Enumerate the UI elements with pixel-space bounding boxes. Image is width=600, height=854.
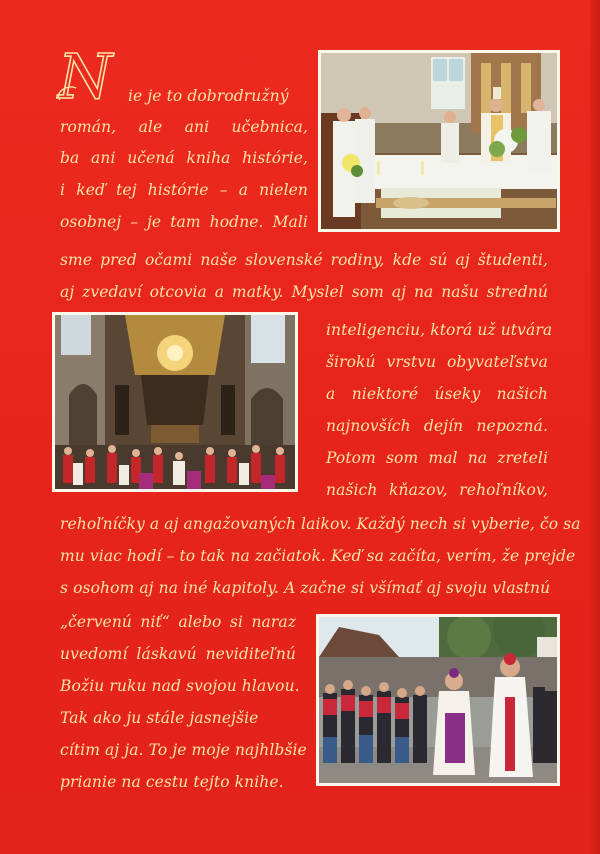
photo-altar-mass bbox=[318, 50, 560, 232]
text-line-4: i keď tej histórie – a nielen bbox=[60, 181, 308, 199]
text-line-2: román, ale ani učebnica, bbox=[60, 118, 308, 136]
text-line-5: osobnej – je tam hodne. Mali bbox=[60, 213, 308, 231]
text-line-16: s osohom aj na iné kapitoly. A začne si všímať aj svoju vlastnú bbox=[60, 579, 551, 597]
photo-outdoor-procession bbox=[316, 614, 560, 786]
text-line-11: najnovších dejín nepozná. bbox=[326, 417, 548, 435]
text-line-8: inteligenciu, ktorá už utvára bbox=[326, 321, 553, 339]
text-line-18: uvedomí láskavú neviditeľnú bbox=[60, 645, 296, 663]
photo-basilica-interior bbox=[52, 312, 298, 492]
text-line-22: prianie na cestu tejto knihe. bbox=[60, 773, 284, 791]
text-line-13: našich kňazov, rehoľníkov, bbox=[326, 481, 548, 499]
text-line-3: ba ani učená kniha histórie, bbox=[60, 149, 308, 167]
text-line-20: Tak ako ju stále jasnejšie bbox=[60, 709, 259, 727]
text-line-12: Potom som mal na zreteli bbox=[326, 449, 548, 467]
text-line-15: mu viac hodí – to tak na začiatok. Keď sa začíta, verím, že prejde bbox=[60, 547, 576, 565]
decorative-initial bbox=[54, 44, 118, 108]
page-edge-shadow bbox=[590, 0, 600, 854]
text-line-1: ie je to dobrodružný bbox=[128, 87, 289, 105]
text-line-6: sme pred očami naše slovenské rodiny, kde sú aj študenti, bbox=[60, 251, 548, 269]
photo-basilica-image bbox=[55, 315, 295, 489]
initial-letter: N bbox=[58, 44, 113, 108]
photo-procession-image bbox=[319, 617, 557, 783]
text-line-19: Božiu ruku nad svojou hlavou. bbox=[60, 677, 300, 695]
text-line-7: aj zvedaví otcovia a matky. Myslel som aj na našu strednú bbox=[60, 283, 548, 301]
text-line-9: širokú vrstvu obyvateľstva bbox=[326, 353, 548, 371]
text-line-17: „červenú niť“ alebo si naraz bbox=[60, 613, 296, 631]
text-line-10: a niektoré úseky našich bbox=[326, 385, 548, 403]
photo-altar-mass-image bbox=[321, 53, 557, 229]
text-line-21: cítim aj ja. To je moje najhlbšie bbox=[60, 741, 307, 759]
text-line-14: rehoľníčky a aj angažovaných laikov. Každý nech si vyberie, čo sa bbox=[60, 515, 581, 533]
